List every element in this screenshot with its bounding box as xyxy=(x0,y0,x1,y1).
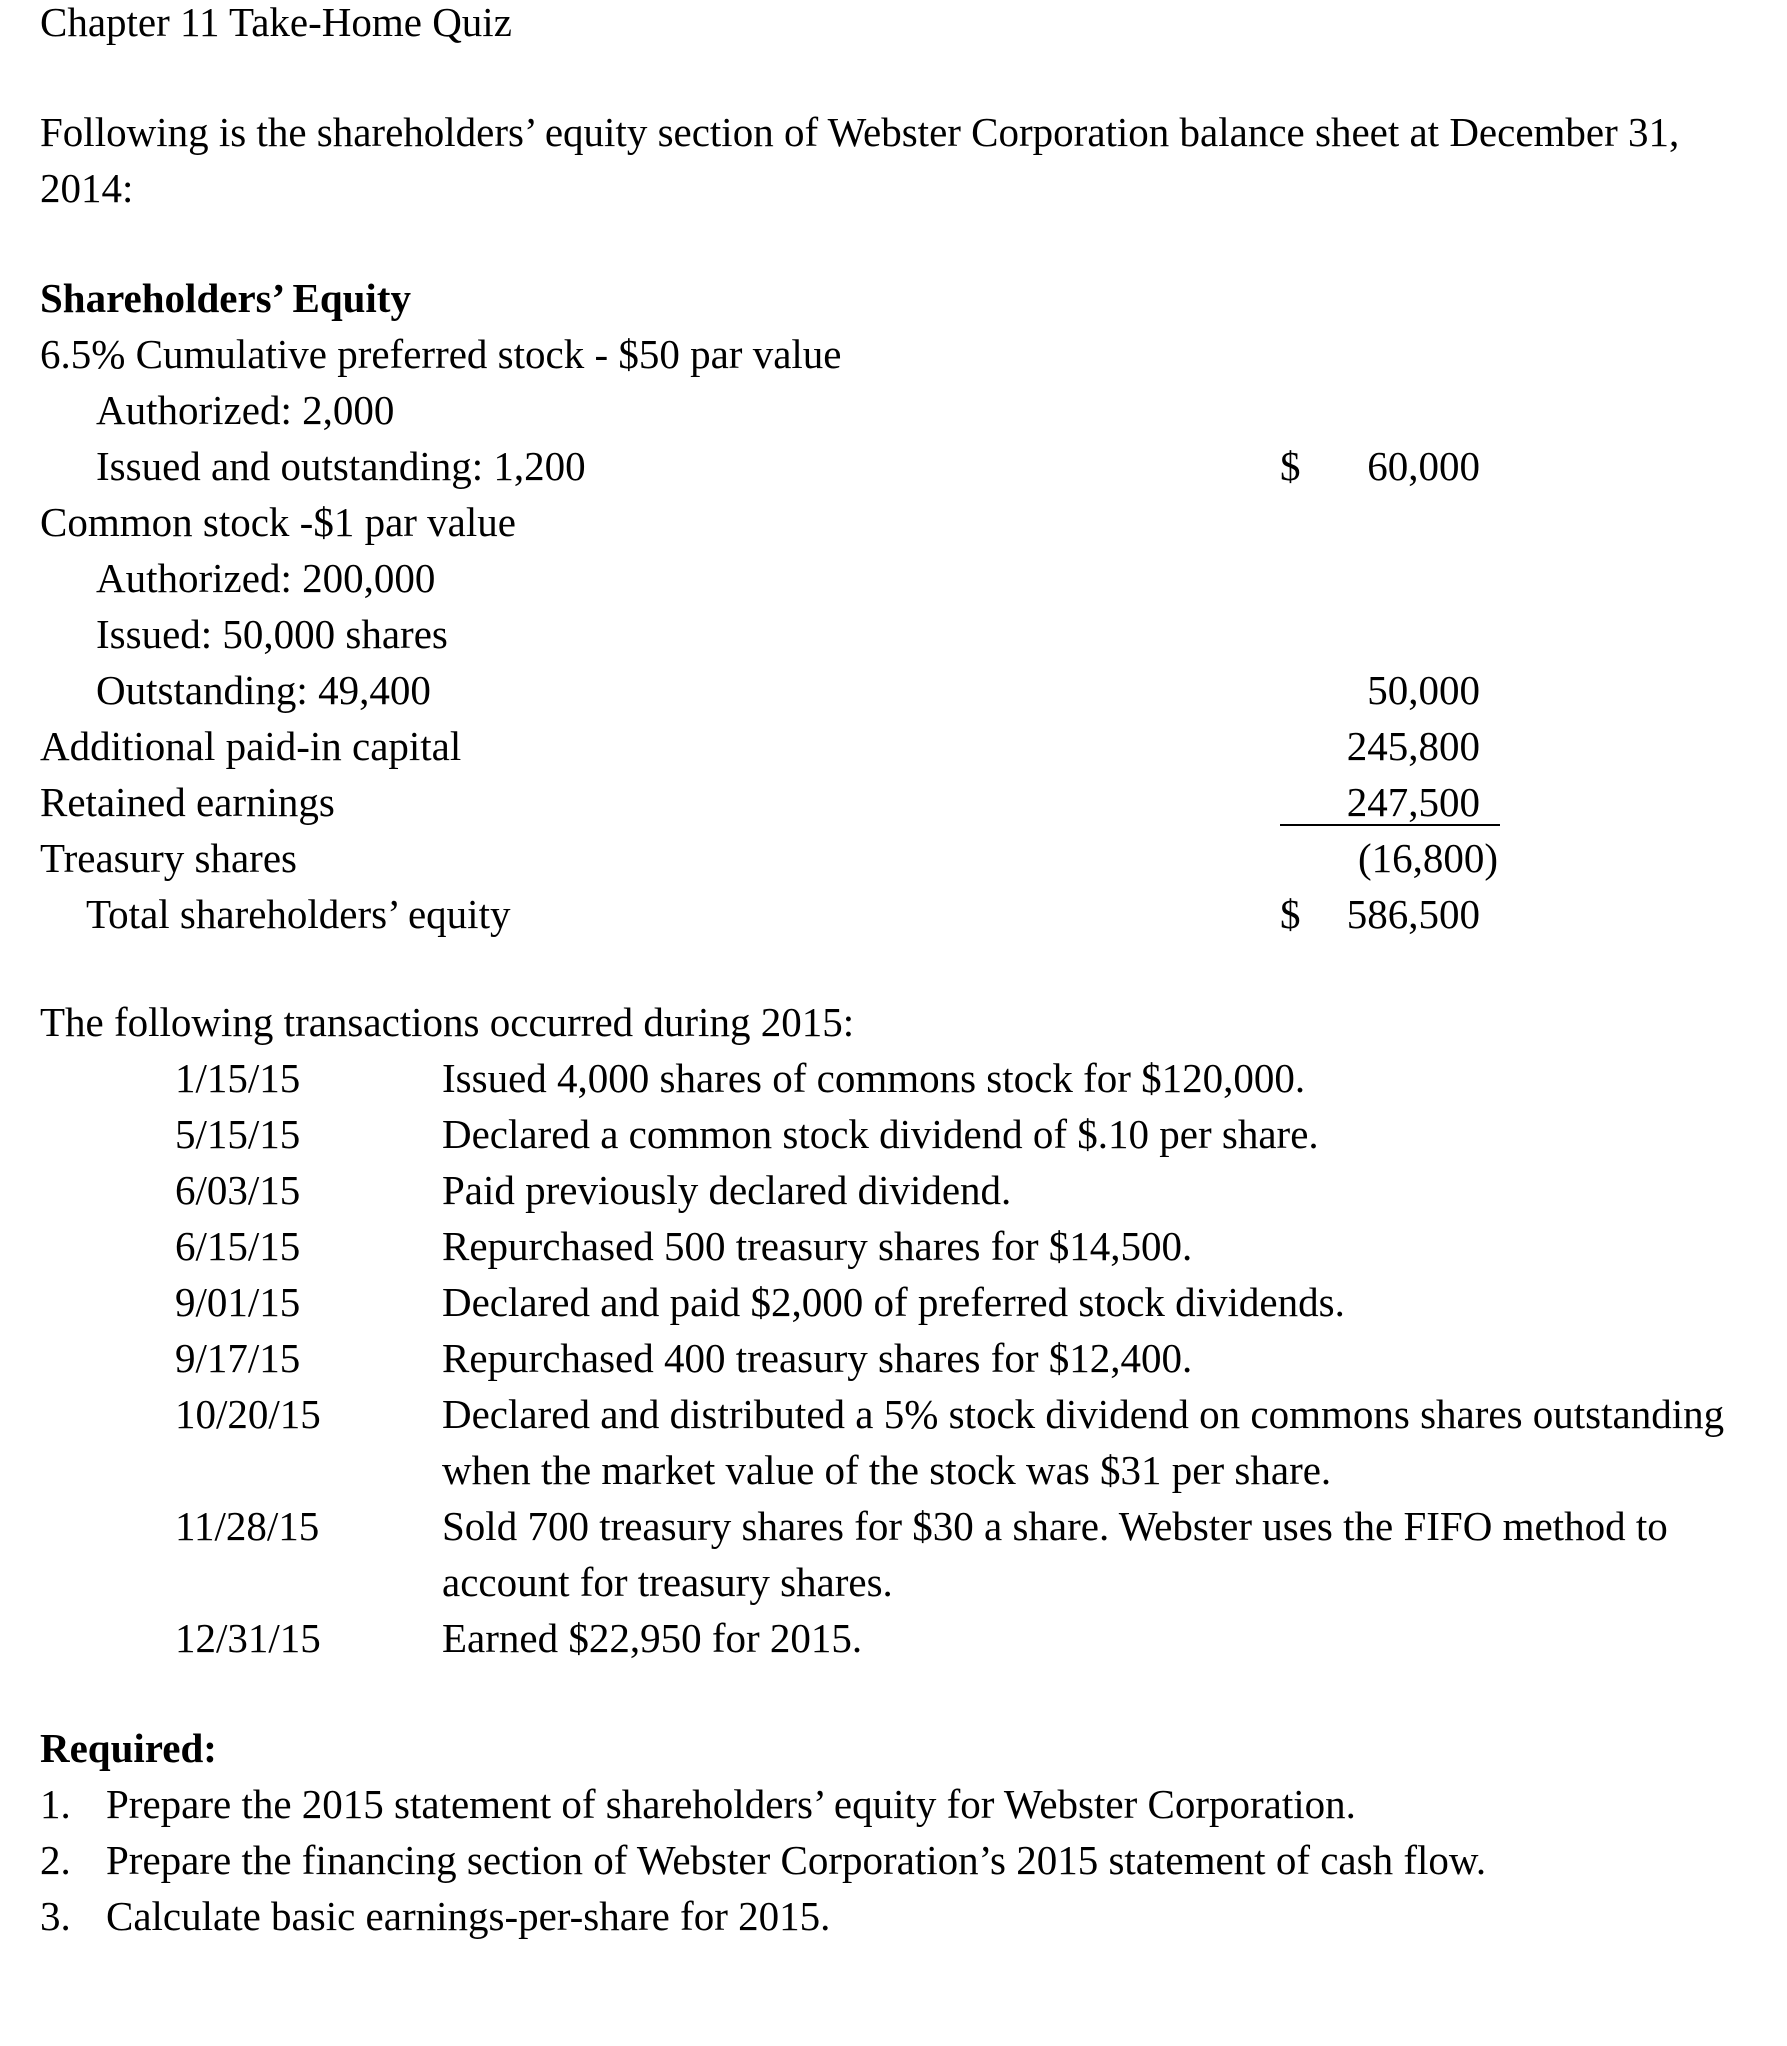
amount-value: 586,500 xyxy=(1346,891,1480,937)
equity-heading: Shareholders’ Equity xyxy=(40,275,411,321)
transaction-row xyxy=(40,1610,1760,1666)
equity-row xyxy=(40,326,1480,382)
equity-row-label: Outstanding: 49,400 xyxy=(96,667,431,713)
equity-row xyxy=(40,382,1480,438)
transaction-date: 5/15/15 xyxy=(175,1111,301,1157)
required-item xyxy=(40,1832,1760,1888)
equity-row xyxy=(40,550,1480,606)
transaction-row xyxy=(40,1386,1760,1498)
equity-row-label: Treasury shares xyxy=(40,835,297,881)
required-item-text: Calculate basic earnings-per-share for 2015. xyxy=(106,1893,831,1939)
equity-row-label: Issued: 50,000 shares xyxy=(96,611,448,657)
transaction-date: 9/01/15 xyxy=(175,1279,301,1325)
transaction-row xyxy=(40,1274,1760,1330)
equity-row-label: 6.5% Cumulative preferred stock - $50 par value xyxy=(40,331,842,377)
equity-row-label: Additional paid-in capital xyxy=(40,723,462,769)
required-item-number: 2. xyxy=(40,1837,71,1883)
transaction-date: 1/15/15 xyxy=(175,1055,301,1101)
transaction-row xyxy=(40,1162,1760,1218)
equity-row-label: Retained earnings xyxy=(40,779,335,825)
equity-row xyxy=(40,662,1480,718)
transaction-description: Repurchased 500 treasury shares for $14,500. xyxy=(442,1223,1193,1269)
required-item-number: 1. xyxy=(40,1781,71,1827)
required-heading: Required: xyxy=(40,1725,217,1771)
equity-row xyxy=(40,830,1498,886)
amount-value: (16,800) xyxy=(1357,835,1498,881)
dollar-sign: $ xyxy=(1280,891,1301,937)
required-list xyxy=(40,1776,1760,1944)
required-item-text: Prepare the 2015 statement of shareholders’ equity for Webster Corporation. xyxy=(106,1781,1356,1827)
equity-row-label: Total shareholders’ equity xyxy=(86,891,511,937)
page-title: Chapter 11 Take-Home Quiz xyxy=(40,0,512,45)
transaction-description: Declared and distributed a 5% stock dividend on commons shares outstanding when the market value of the stock was $31 per share. xyxy=(442,1391,1725,1493)
transaction-row xyxy=(40,1218,1760,1274)
equity-row xyxy=(40,718,1480,774)
required-section xyxy=(40,1720,1760,1944)
subtotal-underline xyxy=(1280,824,1500,826)
transactions-list xyxy=(40,1050,1760,1666)
transaction-date: 12/31/15 xyxy=(175,1615,321,1661)
transaction-row xyxy=(40,1106,1760,1162)
amount-value: 247,500 xyxy=(1346,779,1480,825)
transaction-description: Earned $22,950 for 2015. xyxy=(442,1615,863,1661)
transaction-description: Issued 4,000 shares of commons stock for $120,000. xyxy=(442,1055,1306,1101)
transaction-row xyxy=(40,1050,1760,1106)
transaction-date: 10/20/15 xyxy=(175,1391,321,1437)
equity-rows xyxy=(40,326,1498,942)
equity-row-label: Authorized: 200,000 xyxy=(96,555,436,601)
transaction-description: Repurchased 400 treasury shares for $12,400. xyxy=(442,1335,1193,1381)
transaction-description: Declared and paid $2,000 of preferred stock dividends. xyxy=(442,1279,1345,1325)
transaction-date: 6/03/15 xyxy=(175,1167,301,1213)
transactions-intro: The following transactions occurred during 2015: xyxy=(40,999,855,1045)
equity-row xyxy=(40,774,1480,830)
equity-row xyxy=(40,886,1480,942)
amount-value: 245,800 xyxy=(1346,723,1480,769)
transaction-row xyxy=(40,1498,1760,1610)
transactions-section xyxy=(40,994,1760,1666)
equity-row-label: Authorized: 2,000 xyxy=(96,387,395,433)
transaction-description: Declared a common stock dividend of $.10 per share. xyxy=(442,1111,1319,1157)
transaction-date: 6/15/15 xyxy=(175,1223,301,1269)
required-item xyxy=(40,1776,1760,1832)
intro-paragraph: Following is the shareholders’ equity section of Webster Corporation balance sheet at December 31, 2014: xyxy=(40,109,1680,211)
shareholders-equity-section xyxy=(40,270,1498,942)
equity-row xyxy=(40,606,1480,662)
equity-row-label: Common stock -$1 par value xyxy=(40,499,516,545)
required-item xyxy=(40,1888,1760,1944)
equity-row-label: Issued and outstanding: 1,200 xyxy=(96,443,586,489)
transaction-date: 11/28/15 xyxy=(175,1503,320,1549)
transaction-description: Paid previously declared dividend. xyxy=(442,1167,1012,1213)
required-item-number: 3. xyxy=(40,1893,71,1939)
transaction-row xyxy=(40,1330,1760,1386)
required-item-text: Prepare the financing section of Webster Corporation’s 2015 statement of cash flow. xyxy=(106,1837,1487,1883)
dollar-sign: $ xyxy=(1280,443,1301,489)
transaction-description: Sold 700 treasury shares for $30 a share. Webster uses the FIFO method to account for treasury shares. xyxy=(442,1503,1668,1605)
amount-value: 50,000 xyxy=(1367,667,1480,713)
transaction-date: 9/17/15 xyxy=(175,1335,301,1381)
equity-row xyxy=(40,438,1480,494)
amount-value: 60,000 xyxy=(1367,443,1480,489)
equity-row xyxy=(40,494,1480,550)
